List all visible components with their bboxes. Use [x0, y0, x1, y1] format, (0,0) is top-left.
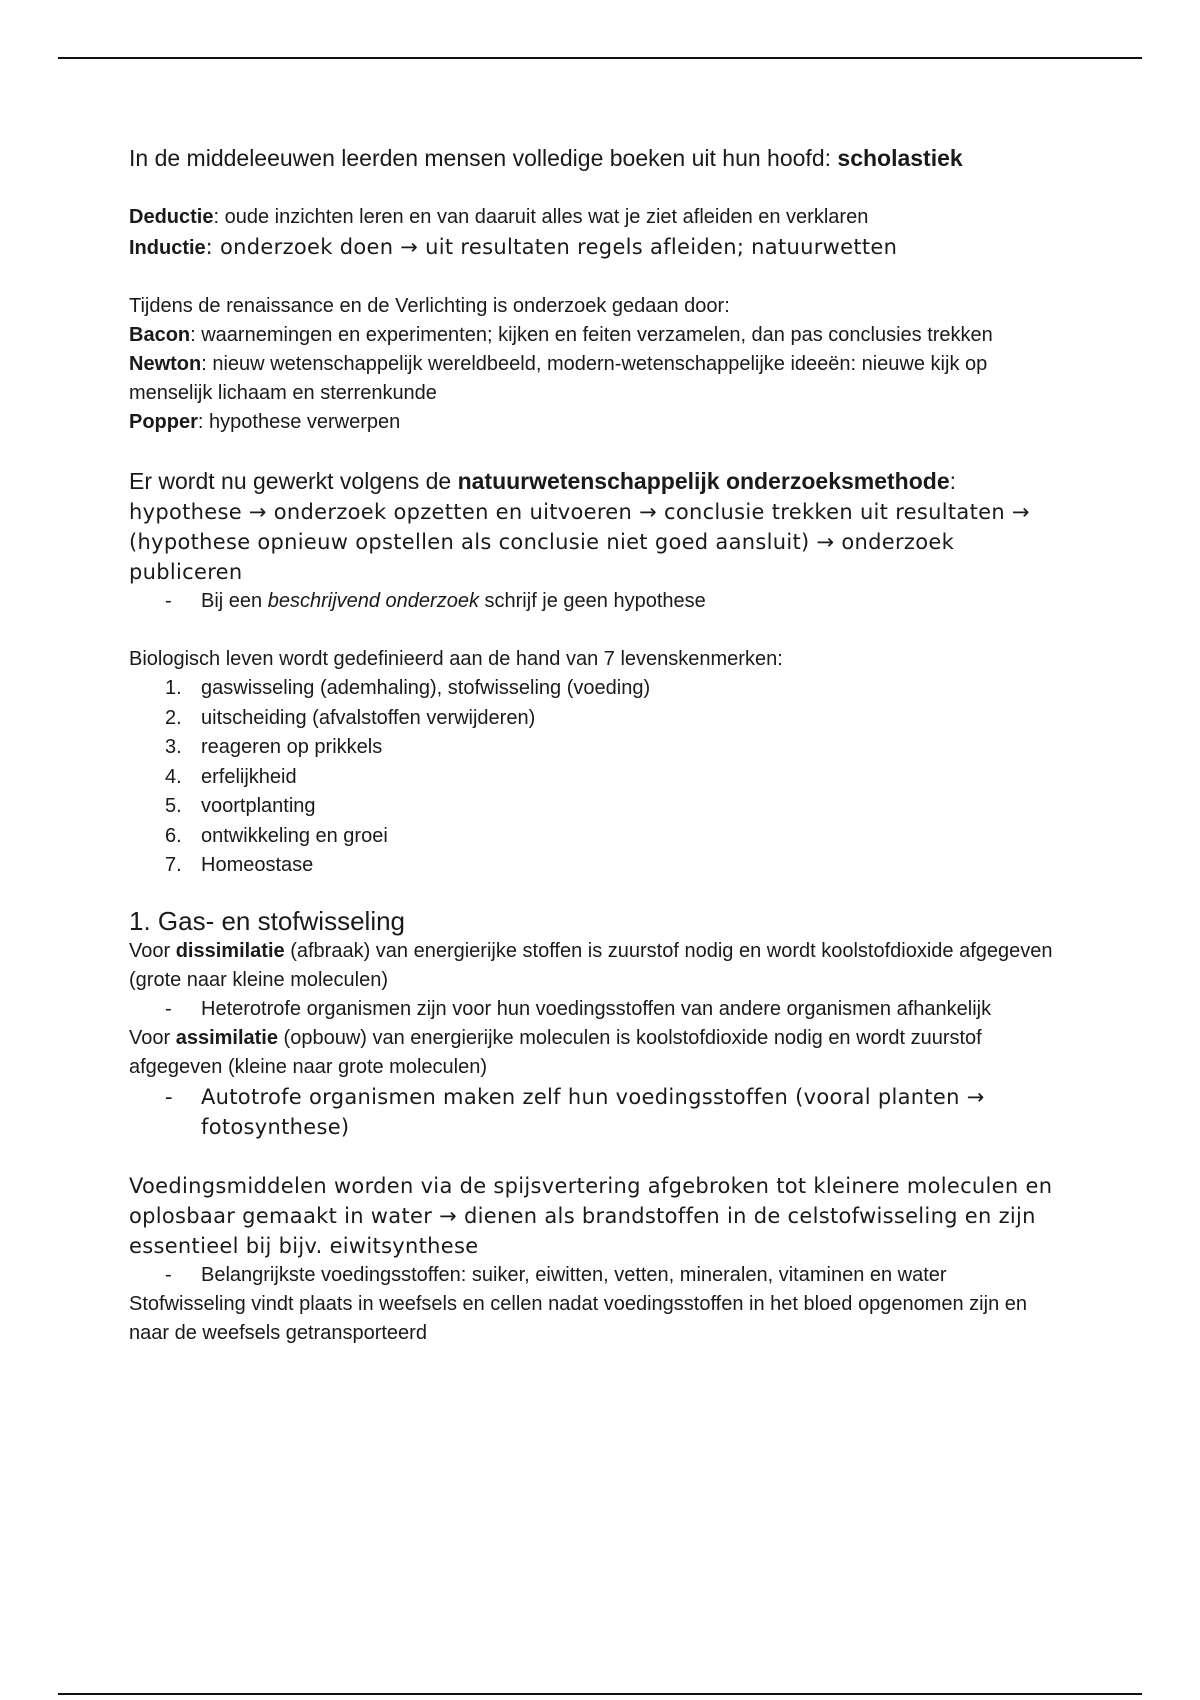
list-item: 7. Homeostase: [165, 854, 314, 876]
list-item: 3. reageren op prikkels: [165, 736, 383, 758]
dissimilatie-paragraph: Voor dissimilatie (afbraak) van energierijke stoffen is zuurstof nodig en wordt koolstofdioxide afgegeven (grote naar kleine moleculen): [129, 939, 1053, 991]
dissimilatie-bullet: - Heterotrofe organismen zijn voor hun voedingsstoffen van andere organismen afhankelijk: [129, 995, 1069, 1024]
metabolism-paragraph: Stofwisseling vindt plaats in weefsels en cellen nadat voedingsstoffen in het bloed opgenomen zijn en naar de weefsels getransporteerd: [129, 1292, 1027, 1344]
list-item: 5. voortplanting: [165, 795, 316, 817]
method-steps: hypothese → onderzoek opzetten en uitvoeren → conclusie trekken uit resultaten → (hypothese opnieuw opstellen als conclusie niet goed aansluit) → onderzoek publiceren: [129, 500, 1030, 584]
list-item: 2. uitscheiding (afvalstoffen verwijderen): [165, 706, 536, 729]
assimilatie-paragraph: Voor assimilatie (opbouw) van energierijke moleculen is koolstofdioxide nodig en wordt zuurstof afgegeven (kleine naar grote moleculen): [129, 1026, 982, 1078]
bullet-dash: -: [165, 1084, 173, 1109]
beschrijvend-onderzoek-term: beschrijvend onderzoek: [267, 590, 479, 612]
method-term: natuurwetenschappelijk onderzoeksmethode: [457, 468, 950, 494]
assimilatie-term: assimilatie: [175, 1026, 278, 1049]
deductie-definition: Deductie: oude inzichten leren en van daaruit alles wat je ziet afleiden en verklaren: [129, 206, 869, 228]
list-item: 4. erfelijkheid: [165, 765, 297, 788]
intro-paragraph: In de middeleeuwen leerden mensen volledige boeken uit hun hoofd: scholastiek: [129, 145, 963, 171]
bullet-dash: -: [165, 1263, 172, 1286]
food-bullet: - Belangrijkste voedingsstoffen: suiker, eiwitten, vetten, mineralen, vitaminen en water: [129, 1261, 1069, 1290]
life-intro: Biologisch leven wordt gedefinieerd aan de hand van 7 levenskenmerken:: [129, 648, 783, 670]
list-item: 6. ontwikkeling en groei: [165, 824, 388, 847]
method-heading-paragraph: Er wordt nu gewerkt volgens de natuurwetenschappelijk onderzoeksmethode:: [129, 468, 957, 494]
list-item: 1. gaswisseling (ademhaling), stofwisseling (voeding): [165, 677, 651, 699]
life-characteristics-list: [129, 674, 1069, 881]
footer-rule: [58, 1693, 1142, 1695]
newton-definition: Newton: nieuw wetenschappelijk wereldbeeld, modern-wetenschappelijke ideeën: nieuwe kijk op menselijk lichaam en sterrenkunde: [129, 353, 988, 404]
scholastiek-term: scholastiek: [837, 145, 963, 171]
inductie-term: Inductie: [129, 237, 206, 259]
header-rule: [58, 57, 1142, 59]
deductie-term: Deductie: [129, 206, 214, 228]
section-heading: 1. Gas- en stofwisseling: [129, 905, 406, 936]
bacon-definition: Bacon: waarnemingen en experimenten; kijken en feiten verzamelen, dan pas conclusies trekken: [129, 324, 993, 346]
bullet-dash: -: [165, 997, 172, 1020]
food-paragraph: Voedingsmiddelen worden via de spijsvertering afgebroken tot kleinere moleculen en oplosbaar gemaakt in water → dienen als brandstoffen in de celstofwisseling en zijn essentieel bij bijv. eiwitsynthese: [129, 1173, 1053, 1258]
assimilatie-bullet: - Autotrofe organismen maken zelf hun voedingsstoffen (vooral planten → fotosynthese): [129, 1082, 1069, 1142]
renaissance-intro: Tijdens de renaissance en de Verlichting is onderzoek gedaan door:: [129, 295, 730, 317]
popper-definition: Popper: hypothese verwerpen: [129, 411, 401, 433]
method-bullet: - Bij een beschrijvend onderzoek schrijf je geen hypothese: [129, 587, 1069, 616]
popper-term: Popper: [129, 411, 198, 433]
newton-term: Newton: [129, 353, 202, 375]
dissimilatie-term: dissimilatie: [175, 939, 285, 962]
bacon-term: Bacon: [129, 324, 191, 346]
inductie-definition: Inductie: onderzoek doen → uit resultaten regels afleiden; natuurwetten: [129, 235, 898, 259]
document-body: [129, 143, 1069, 1348]
bullet-dash: -: [165, 590, 172, 612]
